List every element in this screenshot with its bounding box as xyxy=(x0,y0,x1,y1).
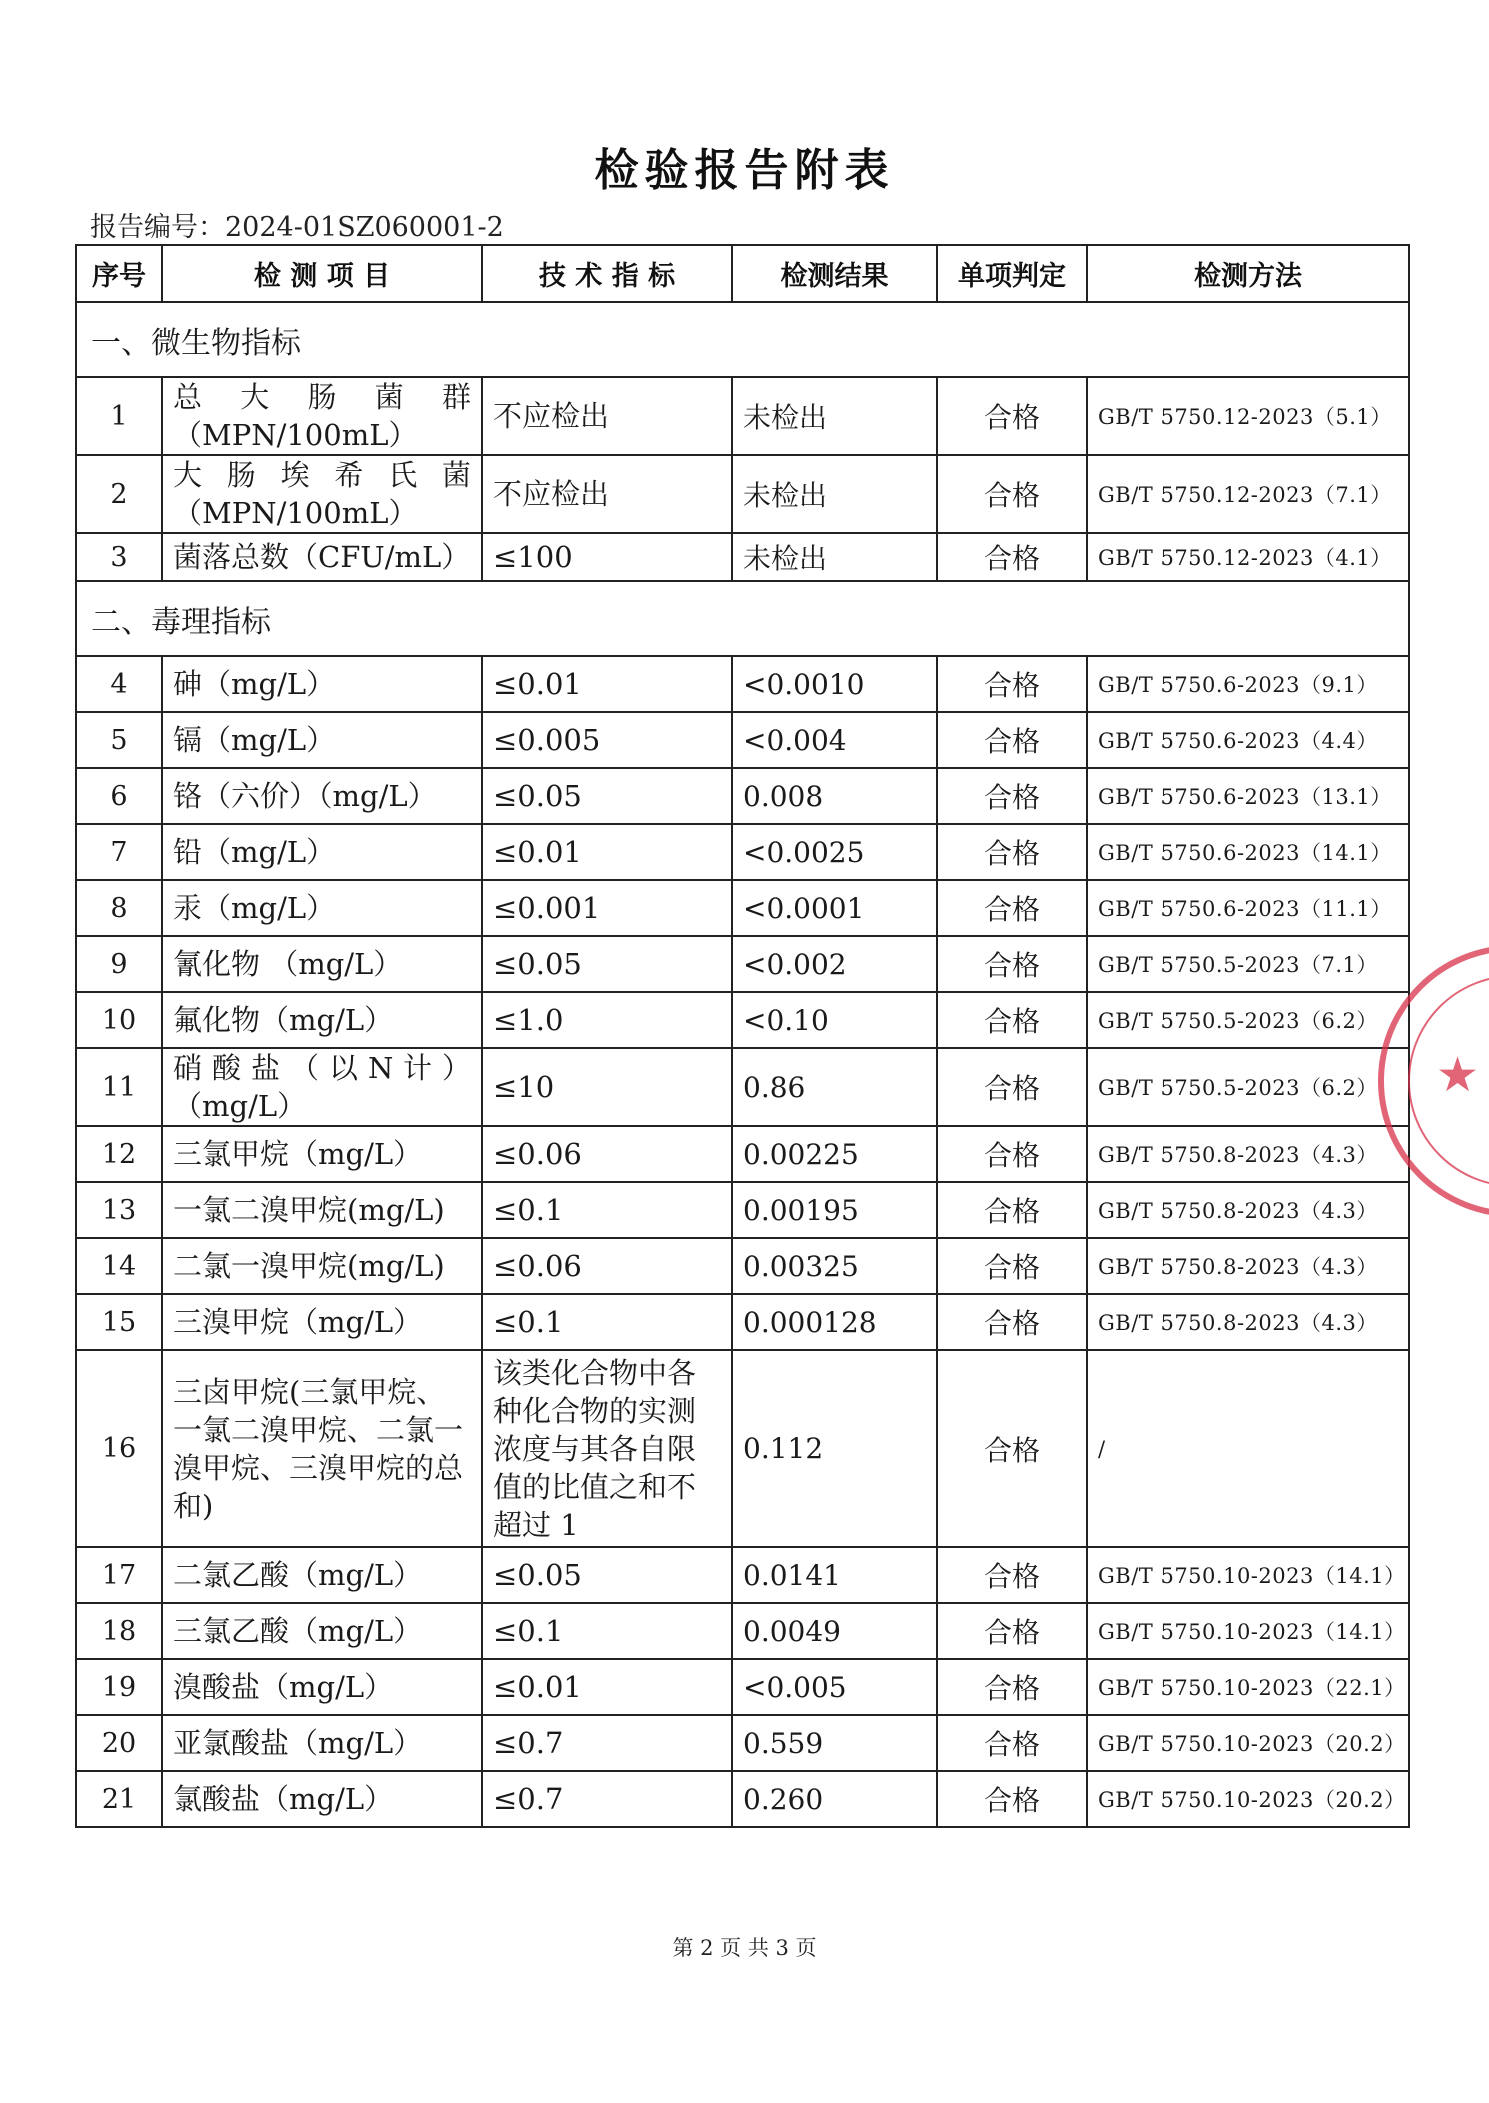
row-standard: 该类化合物中各种化合物的实测浓度与其各自限值的比值之和不超过 1 xyxy=(482,1350,732,1547)
row-method: GB/T 5750.8-2023（4.3） xyxy=(1087,1126,1409,1182)
row-item-line2: （mg/L） xyxy=(173,1089,307,1123)
row-item: 镉（mg/L） xyxy=(162,712,482,768)
row-index: 6 xyxy=(76,768,162,824)
report-number xyxy=(90,205,504,244)
row-method: GB/T 5750.8-2023（4.3） xyxy=(1087,1238,1409,1294)
row-judgement: 合格 xyxy=(937,377,1087,455)
row-judgement: 合格 xyxy=(937,1603,1087,1659)
row-item-line1: 硝 酸 盐 （ 以 N 计 ） xyxy=(173,1051,471,1085)
row-method: GB/T 5750.5-2023（6.2） xyxy=(1087,1048,1409,1126)
row-standard: ≤0.1 xyxy=(482,1182,732,1238)
row-judgement: 合格 xyxy=(937,1350,1087,1547)
row-judgement: 合格 xyxy=(937,1182,1087,1238)
row-judgement: 合格 xyxy=(937,1238,1087,1294)
header-standard: 技 术 指 标 xyxy=(482,245,732,302)
row-standard: ≤0.7 xyxy=(482,1771,732,1827)
row-method: GB/T 5750.6-2023（11.1） xyxy=(1087,880,1409,936)
row-index: 3 xyxy=(76,533,162,581)
row-standard: ≤0.01 xyxy=(482,1659,732,1715)
row-result: 未检出 xyxy=(732,533,937,581)
row-item: 铬（六价）（mg/L） xyxy=(162,768,482,824)
row-standard: ≤0.06 xyxy=(482,1126,732,1182)
row-method: GB/T 5750.10-2023（14.1） xyxy=(1087,1547,1409,1603)
report-number-value: 2024-01SZ060001-2 xyxy=(225,212,504,243)
table-header-row xyxy=(76,245,1409,302)
row-result: 0.000128 xyxy=(732,1294,937,1350)
row-judgement: 合格 xyxy=(937,455,1087,533)
row-method: GB/T 5750.10-2023（20.2） xyxy=(1087,1715,1409,1771)
row-standard: ≤0.1 xyxy=(482,1603,732,1659)
header-method: 检测方法 xyxy=(1087,245,1409,302)
table-row xyxy=(76,656,1409,712)
row-index: 2 xyxy=(76,455,162,533)
report-number-label: 报告编号： xyxy=(90,212,225,243)
row-judgement: 合格 xyxy=(937,1659,1087,1715)
row-item-line2: （MPN/100mL） xyxy=(173,418,418,452)
table-row xyxy=(76,1238,1409,1294)
row-method: GB/T 5750.12-2023（5.1） xyxy=(1087,377,1409,455)
row-item: 三氯乙酸（mg/L） xyxy=(162,1603,482,1659)
row-standard: ≤0.7 xyxy=(482,1715,732,1771)
table-row xyxy=(76,455,1409,533)
row-method: / xyxy=(1087,1350,1409,1547)
row-item-line1: 总 大 肠 菌 群 xyxy=(173,380,471,414)
row-index: 14 xyxy=(76,1238,162,1294)
row-method: GB/T 5750.6-2023（13.1） xyxy=(1087,768,1409,824)
row-method: GB/T 5750.6-2023（14.1） xyxy=(1087,824,1409,880)
row-method: GB/T 5750.6-2023（4.4） xyxy=(1087,712,1409,768)
section-title: 一、微生物指标 xyxy=(76,302,1409,377)
row-result: <0.002 xyxy=(732,936,937,992)
row-result: <0.0025 xyxy=(732,824,937,880)
row-judgement: 合格 xyxy=(937,992,1087,1048)
row-item: 氰化物 （mg/L） xyxy=(162,936,482,992)
row-index: 9 xyxy=(76,936,162,992)
document-title: 检验报告附表 xyxy=(594,145,895,196)
row-method: GB/T 5750.10-2023（22.1） xyxy=(1087,1659,1409,1715)
header-index: 序号 xyxy=(76,245,162,302)
row-standard: ≤0.1 xyxy=(482,1294,732,1350)
row-index: 8 xyxy=(76,880,162,936)
row-method: GB/T 5750.8-2023（4.3） xyxy=(1087,1294,1409,1350)
row-item: 氯酸盐（mg/L） xyxy=(162,1771,482,1827)
table-row xyxy=(76,880,1409,936)
row-method: GB/T 5750.6-2023（9.1） xyxy=(1087,656,1409,712)
row-item xyxy=(162,455,482,533)
table-row xyxy=(76,1182,1409,1238)
row-judgement: 合格 xyxy=(937,824,1087,880)
table-row xyxy=(76,1126,1409,1182)
row-standard: ≤0.05 xyxy=(482,768,732,824)
row-index: 1 xyxy=(76,377,162,455)
table-row xyxy=(76,936,1409,992)
row-item xyxy=(162,377,482,455)
row-judgement: 合格 xyxy=(937,1048,1087,1126)
row-standard: ≤0.06 xyxy=(482,1238,732,1294)
row-result: 0.86 xyxy=(732,1048,937,1126)
row-judgement: 合格 xyxy=(937,1547,1087,1603)
row-index: 4 xyxy=(76,656,162,712)
row-item: 一氯二溴甲烷(mg/L) xyxy=(162,1182,482,1238)
row-item: 铅（mg/L） xyxy=(162,824,482,880)
page-footer: 第 2 页 共 3 页 xyxy=(672,1936,817,1960)
table-row xyxy=(76,377,1409,455)
header-item: 检 测 项 目 xyxy=(162,245,482,302)
section-row xyxy=(76,302,1409,377)
row-result: 0.00195 xyxy=(732,1182,937,1238)
row-judgement: 合格 xyxy=(937,936,1087,992)
row-item-line1: 大 肠 埃 希 氏 菌 xyxy=(173,458,471,492)
row-item: 氟化物（mg/L） xyxy=(162,992,482,1048)
section-title: 二、毒理指标 xyxy=(76,581,1409,656)
row-index: 15 xyxy=(76,1294,162,1350)
row-standard: ≤0.001 xyxy=(482,880,732,936)
row-index: 5 xyxy=(76,712,162,768)
row-item: 二氯乙酸（mg/L） xyxy=(162,1547,482,1603)
table-body xyxy=(76,302,1409,1827)
row-result: 未检出 xyxy=(732,455,937,533)
row-item: 溴酸盐（mg/L） xyxy=(162,1659,482,1715)
table-row xyxy=(76,1547,1409,1603)
row-standard: ≤0.05 xyxy=(482,1547,732,1603)
row-standard: ≤0.005 xyxy=(482,712,732,768)
row-item: 汞（mg/L） xyxy=(162,880,482,936)
table-row xyxy=(76,1294,1409,1350)
row-item: 砷（mg/L） xyxy=(162,656,482,712)
row-method: GB/T 5750.10-2023（14.1） xyxy=(1087,1603,1409,1659)
row-item: 三卤甲烷(三氯甲烷、一氯二溴甲烷、二氯一溴甲烷、三溴甲烷的总和) xyxy=(162,1350,482,1547)
row-standard: ≤100 xyxy=(482,533,732,581)
table-row xyxy=(76,712,1409,768)
row-index: 20 xyxy=(76,1715,162,1771)
row-result: 未检出 xyxy=(732,377,937,455)
row-item: 三溴甲烷（mg/L） xyxy=(162,1294,482,1350)
row-result: 0.00225 xyxy=(732,1126,937,1182)
row-result: <0.0001 xyxy=(732,880,937,936)
row-result: 0.0141 xyxy=(732,1547,937,1603)
row-index: 11 xyxy=(76,1048,162,1126)
row-index: 13 xyxy=(76,1182,162,1238)
row-standard: ≤10 xyxy=(482,1048,732,1126)
row-index: 16 xyxy=(76,1350,162,1547)
row-result: 0.559 xyxy=(732,1715,937,1771)
row-standard: 不应检出 xyxy=(482,377,732,455)
row-judgement: 合格 xyxy=(937,1126,1087,1182)
row-index: 12 xyxy=(76,1126,162,1182)
row-item: 三氯甲烷（mg/L） xyxy=(162,1126,482,1182)
table-row xyxy=(76,1715,1409,1771)
row-result: 0.260 xyxy=(732,1771,937,1827)
row-method: GB/T 5750.12-2023（7.1） xyxy=(1087,455,1409,533)
table-row xyxy=(76,1771,1409,1827)
row-standard: ≤0.05 xyxy=(482,936,732,992)
row-item: 亚氯酸盐（mg/L） xyxy=(162,1715,482,1771)
row-method: GB/T 5750.5-2023（6.2） xyxy=(1087,992,1409,1048)
row-index: 7 xyxy=(76,824,162,880)
row-judgement: 合格 xyxy=(937,1294,1087,1350)
row-index: 10 xyxy=(76,992,162,1048)
table-row xyxy=(76,1350,1409,1547)
row-judgement: 合格 xyxy=(937,712,1087,768)
row-result: 0.112 xyxy=(732,1350,937,1547)
table-row xyxy=(76,1603,1409,1659)
row-judgement: 合格 xyxy=(937,656,1087,712)
row-method: GB/T 5750.12-2023（4.1） xyxy=(1087,533,1409,581)
row-standard: ≤0.01 xyxy=(482,656,732,712)
table-row xyxy=(76,533,1409,581)
row-item xyxy=(162,1048,482,1126)
section-row xyxy=(76,581,1409,656)
row-judgement: 合格 xyxy=(937,533,1087,581)
row-index: 17 xyxy=(76,1547,162,1603)
row-index: 19 xyxy=(76,1659,162,1715)
row-index: 21 xyxy=(76,1771,162,1827)
table-row xyxy=(76,768,1409,824)
table-row xyxy=(76,992,1409,1048)
row-item: 二氯一溴甲烷(mg/L) xyxy=(162,1238,482,1294)
row-standard: 不应检出 xyxy=(482,455,732,533)
row-standard: ≤1.0 xyxy=(482,992,732,1048)
row-index: 18 xyxy=(76,1603,162,1659)
header-judgement: 单项判定 xyxy=(937,245,1087,302)
row-result: 0.00325 xyxy=(732,1238,937,1294)
row-judgement: 合格 xyxy=(937,1715,1087,1771)
row-result: 0.008 xyxy=(732,768,937,824)
row-result: <0.004 xyxy=(732,712,937,768)
row-judgement: 合格 xyxy=(937,880,1087,936)
row-method: GB/T 5750.5-2023（7.1） xyxy=(1087,936,1409,992)
row-result: <0.10 xyxy=(732,992,937,1048)
header-result: 检测结果 xyxy=(732,245,937,302)
inspection-table xyxy=(75,244,1410,1828)
row-method: GB/T 5750.10-2023（20.2） xyxy=(1087,1771,1409,1827)
row-judgement: 合格 xyxy=(937,1771,1087,1827)
table-row xyxy=(76,1048,1409,1126)
row-item: 菌落总数（CFU/mL） xyxy=(162,533,482,581)
row-method: GB/T 5750.8-2023（4.3） xyxy=(1087,1182,1409,1238)
row-result: 0.0049 xyxy=(732,1603,937,1659)
seal-star-icon: ★ xyxy=(1436,1047,1480,1103)
row-item-line2: （MPN/100mL） xyxy=(173,496,418,530)
table-row xyxy=(76,1659,1409,1715)
table-row xyxy=(76,824,1409,880)
row-judgement: 合格 xyxy=(937,768,1087,824)
row-result: <0.0010 xyxy=(732,656,937,712)
row-result: <0.005 xyxy=(732,1659,937,1715)
row-standard: ≤0.01 xyxy=(482,824,732,880)
